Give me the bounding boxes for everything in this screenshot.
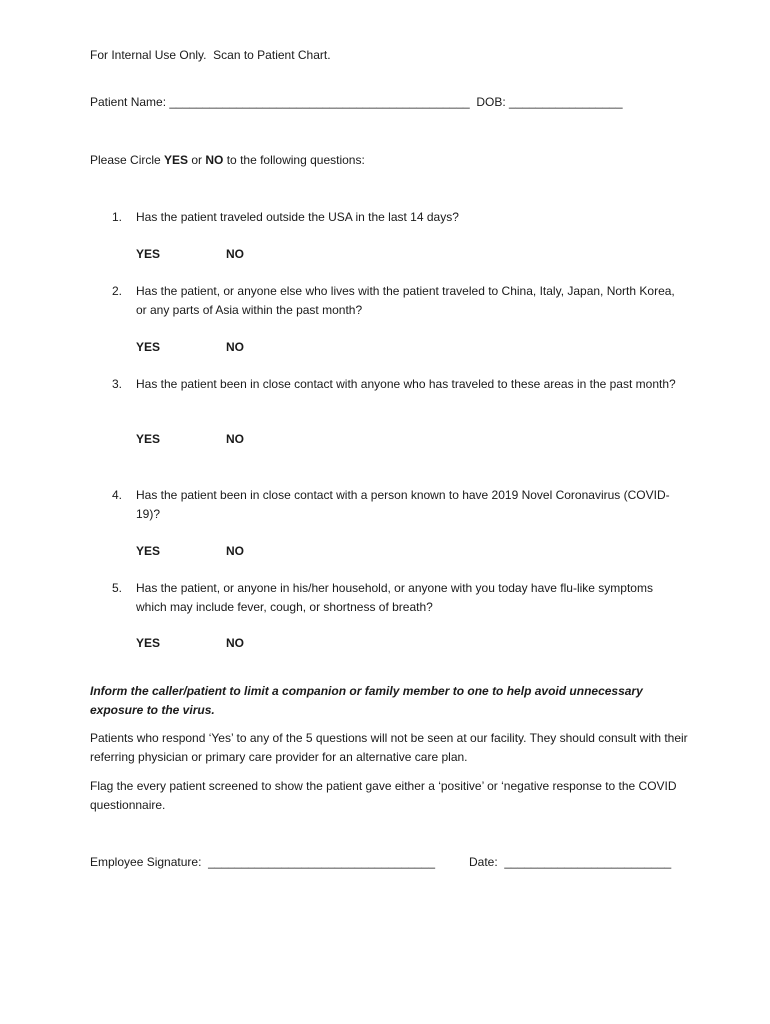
question-number: 5.: [112, 581, 123, 595]
patient-name-label: Patient Name:: [90, 95, 170, 109]
internal-use-note: For Internal Use Only. Scan to Patient Chart.: [90, 48, 331, 62]
date-line: [469, 853, 671, 871]
answers-2: [136, 338, 244, 356]
flag-note: Flag the every patient screened to show the patient gave either a ‘positive’ or ‘negative response to the COVID questionnaire.: [90, 779, 677, 812]
instructions-yes: YES: [164, 153, 189, 167]
question-text: Has the patient been in close contact with anyone who has traveled to these areas in the past month?: [136, 377, 676, 391]
no-option[interactable]: NO: [226, 636, 244, 650]
dob-label: DOB:: [469, 95, 510, 109]
signature-line: [90, 853, 435, 871]
question-text: Has the patient, or anyone in his/her household, or anyone with you today have flu-like symptoms which may include fever, cough, or shortness of breath?: [136, 581, 653, 614]
signature-label: Employee Signature:: [90, 855, 209, 869]
question-5: [112, 579, 682, 617]
question-text: Has the patient been in close contact with a person known to have 2019 Novel Coronavirus (COVID-19)?: [136, 488, 670, 521]
signature-field[interactable]: __________________________________: [208, 855, 435, 869]
question-4: [112, 486, 682, 524]
patient-name-field[interactable]: _____________________________________________: [169, 95, 470, 109]
question-number: 1.: [112, 210, 123, 224]
dob-field[interactable]: _________________: [509, 95, 623, 109]
policy-note: Patients who respond ‘Yes’ to any of the 5 questions will not be seen at our facility. They should consult with their referring physician or primary care provider for an alternative care plan.: [90, 731, 688, 764]
no-option[interactable]: NO: [226, 247, 244, 261]
no-option[interactable]: NO: [226, 544, 244, 558]
question-number: 2.: [112, 284, 123, 298]
question-number: 4.: [112, 488, 123, 502]
question-3: [112, 375, 682, 394]
date-field[interactable]: _________________________: [504, 855, 672, 869]
question-1: [112, 208, 682, 227]
yes-option[interactable]: YES: [136, 544, 161, 558]
question-text: Has the patient traveled outside the USA in the last 14 days?: [136, 210, 459, 224]
date-label: Date:: [469, 855, 505, 869]
caller-notice: Inform the caller/patient to limit a companion or family member to one to help avoid unnecessary exposure to the virus.: [90, 684, 643, 717]
answers-1: [136, 245, 244, 263]
instructions-or: or: [188, 153, 206, 167]
instructions-prefix: Please Circle: [90, 153, 165, 167]
instructions: [90, 151, 365, 169]
answers-4: [136, 542, 244, 560]
yes-option[interactable]: YES: [136, 432, 161, 446]
yes-option[interactable]: YES: [136, 340, 161, 354]
instructions-no: NO: [205, 153, 224, 167]
instructions-suffix: to the following questions:: [223, 153, 365, 167]
question-text: Has the patient, or anyone else who lives with the patient traveled to China, Italy, Japan, North Korea, or any parts of Asia within the past month?: [136, 284, 675, 317]
yes-option[interactable]: YES: [136, 247, 161, 261]
no-option[interactable]: NO: [226, 432, 244, 446]
yes-option[interactable]: YES: [136, 636, 161, 650]
no-option[interactable]: NO: [226, 340, 244, 354]
question-2: [112, 282, 682, 320]
answers-5: [136, 634, 244, 652]
patient-info-line: [90, 93, 623, 111]
answers-3: [136, 430, 244, 448]
question-number: 3.: [112, 377, 123, 391]
